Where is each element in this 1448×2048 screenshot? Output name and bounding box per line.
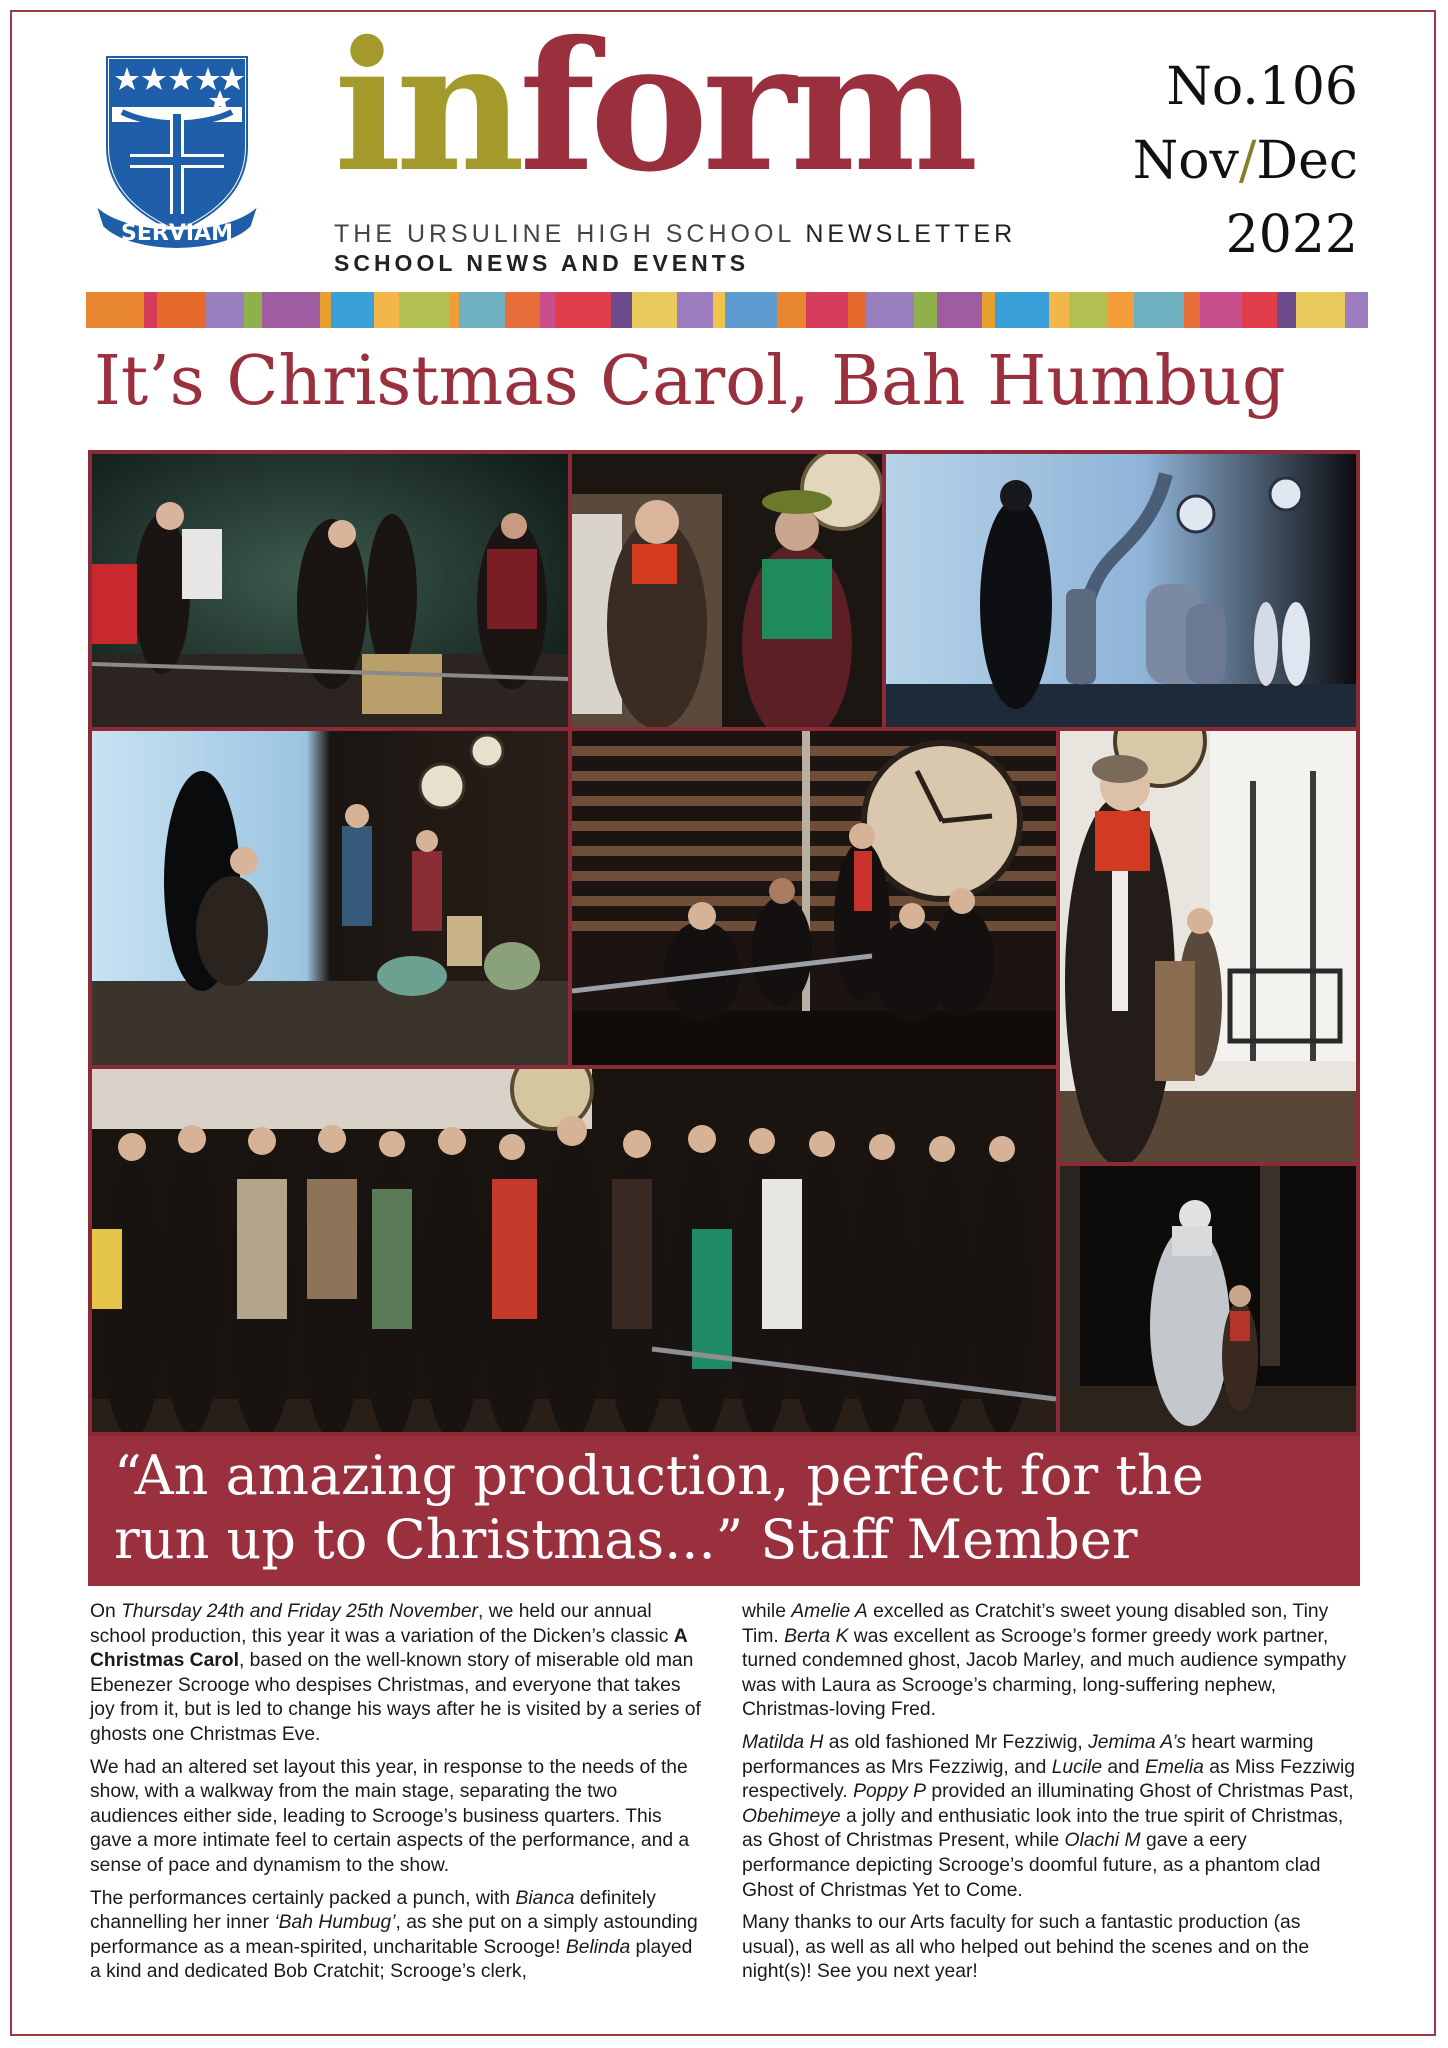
text-run: heart warming performances as Mrs Fezziwig, and [742,1731,1314,1778]
stripe-segment [144,292,158,328]
article-paragraph [90,1600,706,1748]
stripe-segment [1200,292,1242,328]
page-headline: It’s Christmas Carol, Bah Humbug [94,342,1286,421]
text-run-italic: Amelie A [791,1601,868,1622]
text-run-italic: Olachi M [1064,1830,1141,1852]
stripe-segment [320,292,332,328]
quote-line-2: run up to Christmas...” Staff Member [114,1508,1138,1571]
text-run-italic: Berta K [784,1625,849,1647]
stripe-segment [399,292,449,328]
article-paragraph: We had an altered set layout this year, in response to the needs of the show, with a walkway from the main stage, separating the two audiences either side, leading to Scrooge’s business quarters. This gave a more intimate feel to certain aspects of the performance, and a sense of pace and dynamism to the show. [90,1756,690,1876]
stripe-segment [505,292,540,328]
article-column-left [90,1600,706,1993]
article-paragraph [90,1887,706,1985]
text-run-italic: Poppy P [853,1781,926,1803]
stripe-segment [914,292,937,328]
stripe-segment [982,292,996,328]
quote-line-1: “An amazing production, perfect for the [114,1444,1204,1507]
stripe-segment [244,292,261,328]
photo-scrooge-close-up [1060,731,1356,1162]
text-run-bold: A Christmas Carol [90,1625,687,1672]
photo-office-scene [572,731,1056,1065]
stripe-segment [632,292,676,328]
stripe-segment [540,292,555,328]
text-run-italic: ‘Bah Humbug’ [274,1912,396,1934]
serviam-crest-icon [92,52,262,262]
color-stripe-banner [86,292,1368,328]
text-run: excelled as Cratchit’s sweet young disabled son, Tiny Tim. [742,1601,1329,1647]
issue-info [1133,50,1358,272]
stripe-segment [206,292,245,328]
stripe-segment [713,292,725,328]
stripe-segment [1242,292,1277,328]
issue-month-2: Dec [1256,131,1358,191]
text-run: , as she put on a simply astounding performance as a mean-spirited, uncharitable Scrooge! [90,1912,698,1958]
text-run: was excellent as Scrooge’s former greedy work partner, turned condemned ghost, Jacob Marley, and much audience sympathy was with Laura as Scrooge’s charming, long-suffering nephew, Christmas-loving Fred. [742,1625,1347,1721]
text-run: definitely channelling her inner [90,1887,656,1934]
stripe-segment [1049,292,1068,328]
stripe-segment [848,292,865,328]
stripe-segment [1277,292,1296,328]
title-in: in [334,2,520,211]
article-paragraph: Many thanks to our Arts faculty for such a fantastic production (as usual), as well as all who helped out behind the scenes and on the night(s)! See you next year! [742,1912,1310,1983]
stripe-segment [1107,292,1134,328]
tagline-newsletter: NEWSLETTER [805,220,1017,248]
text-run-italic: Lucile [1051,1756,1103,1778]
stripe-segment [677,292,714,328]
stripe-segment [86,292,144,328]
photo-jacob-marley [1060,1166,1356,1432]
stripe-segment [331,292,373,328]
photo-ghost-yet-to-come [92,731,568,1065]
text-run-italic: Matilda H [742,1731,824,1753]
stripe-segment [1069,292,1108,328]
stripe-segment [777,292,806,328]
photo-curtain-call [92,1069,1056,1432]
stripe-segment [1184,292,1199,328]
stripe-segment [1345,292,1368,328]
stripe-segment [725,292,777,328]
text-run-italic: Jemima A’s [1088,1731,1186,1753]
stripe-segment [806,292,848,328]
stripe-segment [262,292,320,328]
text-run: The performances certainly packed a punch, with [90,1887,516,1909]
text-run: gave a eery performance depicting Scrooge’s doomful future, as a phantom clad Ghost of Christmas Yet to Come. [742,1830,1321,1901]
photo-cast-scene-1 [92,454,568,727]
text-run-italic: Emelia [1144,1756,1204,1778]
text-run-italic: Obehimeye [742,1805,841,1827]
text-run-italic: Thursday 24th and Friday 25th November [121,1601,478,1622]
photo-collage [88,450,1360,1436]
text-run-italic: Bianca [515,1887,575,1909]
tagline-news-events: SCHOOL NEWS AND EVENTS [334,250,750,276]
article-paragraph [742,1600,1358,1723]
stripe-segment [449,292,459,328]
issue-slash: / [1238,131,1257,191]
stripe-segment [995,292,1049,328]
issue-number: No.106 [1166,57,1358,117]
article-body [90,1600,1358,1993]
crest-motto: SERVIAM [121,221,233,246]
stripe-segment [157,292,205,328]
text-run: , based on the well-known story of miserable old man Ebenezer Scrooge who despises Christmas, and everyone that takes joy from it, but is led to change his ways after he is visited by a series of ghosts one Christmas Eve. [90,1650,701,1745]
stripe-segment [459,292,505,328]
issue-year: 2022 [1225,205,1358,265]
text-run: a jolly and enthusiatic look into the true spirit of Christmas, as Ghost of Christmas Present, while [742,1805,1344,1852]
article-column-right [742,1600,1358,1993]
text-run: while [742,1601,792,1622]
text-run: , we held our annual school production, this year it was a variation of the Dicken’s classic [90,1601,674,1647]
title-form: form [519,2,973,211]
text-run: provided an illuminating Ghost of Christmas Past, [925,1781,1354,1803]
text-run-italic: Belinda [565,1936,631,1958]
tagline [334,220,1016,249]
stripe-segment [1296,292,1344,328]
issue-months [1133,124,1358,198]
text-run: played a kind and dedicated Bob Cratchit; Scrooge’s clerk, [90,1936,693,1983]
text-run: On [90,1601,122,1622]
text-run: as old fashioned Mr Fezziwig, [823,1731,1089,1753]
stripe-segment [555,292,611,328]
article-paragraph [742,1731,1358,1903]
stripe-segment [374,292,399,328]
stripe-segment [937,292,981,328]
issue-month-1: Nov [1132,131,1239,191]
photo-graveyard-scene [886,454,1356,727]
text-run: and [1102,1756,1145,1778]
photo-ghost-of-christmas-present [572,454,882,727]
stripe-segment [866,292,914,328]
staff-quote-banner [88,1436,1360,1586]
newsletter-title [334,2,973,211]
stripe-segment [1134,292,1184,328]
stripe-segment [611,292,632,328]
tagline-school: THE URSULINE HIGH SCHOOL [334,220,806,248]
text-run: as Miss Fezziwig respectively. [742,1756,1355,1803]
